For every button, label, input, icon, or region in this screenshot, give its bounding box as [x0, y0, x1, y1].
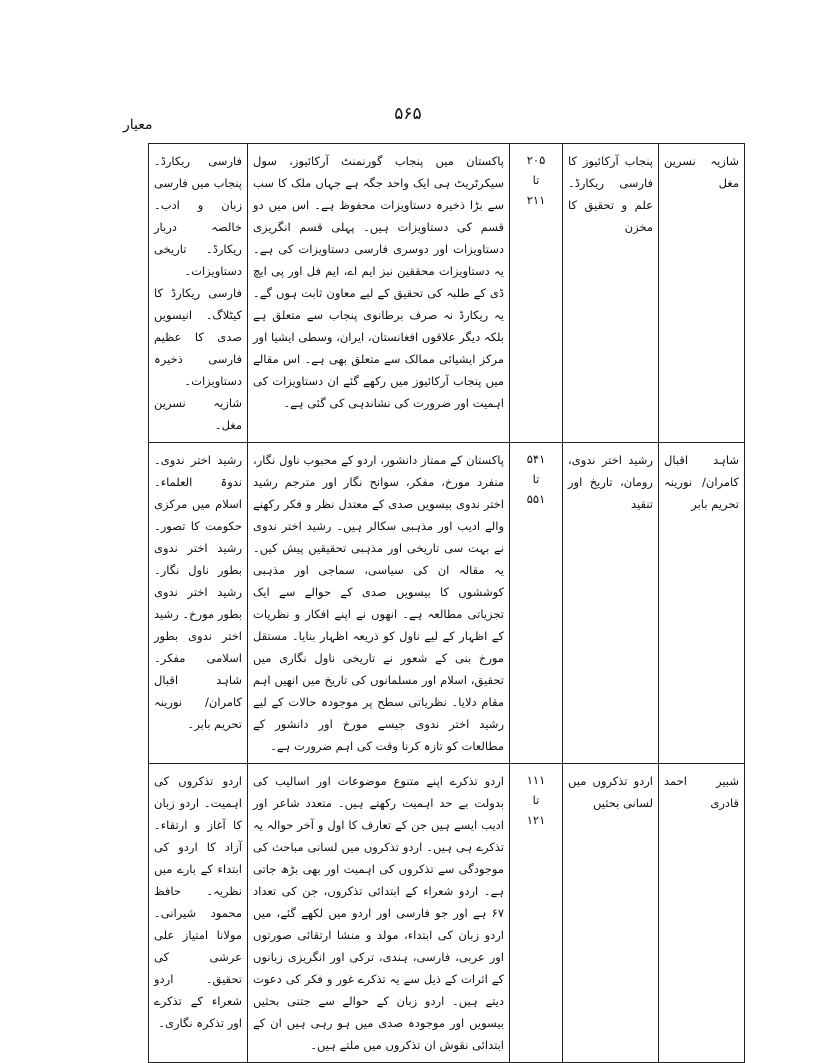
- page-from: ۲۰۵: [526, 153, 546, 167]
- pages-cell: [510, 764, 563, 1063]
- table-row: [149, 144, 745, 443]
- summary-cell: پاکستان کے ممتاز دانشور، اردو کے محبوب ناول نگار، منفرد مورخ، مفکر، سوانح نگار اور مترجم رشید اختر ندوی بیسویں صدی کے معتدل نظر و فکر رکھنے والے ادیب اور مذہبی سکالر ہیں۔ رشید اختر ندوی نے بہت سی تاریخی اور مذہبی تحقیقیں پیش کیں۔ یہ مقالہ ان کی سیاسی، سماجی اور مذہبی کوششوں کا بیسویں صدی کے حوالے سے ایک تجزیاتی مطالعہ ہے۔ انھوں نے اپنے افکار و نظریات کے اظہار کے لیے ناول کو ذریعہ اظہار بنایا۔ مستقل مورخ بنی کے شعور نے تاریخی ناول نگاری میں تحقیق، اسلام اور مسلمانوں کی تاریخ میں انھیں اہم مقام دلایا۔ نظریاتی سطح پر موجودہ حالات کے لیے رشید اختر ندوی جیسے مورخ اور دانشور کے مطالعات کو تازہ کرنا وقت کی اہم ضرورت ہے۔: [248, 443, 510, 764]
- journal-name: معیار: [123, 117, 153, 133]
- title-cell: پنجاب آرکائیوز کا فارسی ریکارڈ۔علم و تحقیق کا مخزن: [563, 144, 659, 443]
- page-separator: تا: [532, 793, 540, 807]
- keywords-cell: فارسی ریکارڈ۔ پنجاب میں فارسی زبان و ادب۔ خالصہ دربار ریکارڈ۔ تاریخی دستاویزات۔ فارسی ریکارڈ کا کیٹلاگ۔ انیسویں صدی کا عظیم فارسی ذخیرہ دستاویزات۔ شازیہ نسرین مغل۔: [149, 144, 248, 443]
- page-from: ۵۴۱: [526, 452, 546, 466]
- page-from: ۱۱۱: [526, 773, 546, 787]
- keywords-cell: رشید اختر ندوی۔ ندوۃ العلماء۔ اسلام میں مرکزی حکومت کا تصور۔ رشید اختر ندوی بطور ناول نگار۔ رشید اختر ندوی بطور مورخ۔ رشید اختر ندوی بطور اسلامی مفکر۔ شاہد اقبال کامران/ نورینہ تحریم بابر۔: [149, 443, 248, 764]
- table-row: [149, 764, 745, 1063]
- author-cell: شبیر احمد قادری: [659, 764, 745, 1063]
- author-cell: شازیہ نسرین مغل: [659, 144, 745, 443]
- page-number: ۵۶۵: [394, 104, 422, 124]
- pages-cell: [510, 144, 563, 443]
- page-separator: تا: [532, 472, 540, 486]
- summary-cell: اردو تذکرے اپنے متنوع موضوعات اور اسالیب کی بدولت بے حد اہمیت رکھتے ہیں۔ متعدد شاعر اور ادیب ایسے ہیں جن کے تعارف کا اول و آخر حوالہ یہ تذکرے ہی ہیں۔ اردو تذکروں میں لسانی مباحث کی موجودگی سے تذکروں کی اہمیت اور بھی بڑھ جاتی ہے۔ اردو شعراء کے ابتدائی تذکروں، جن کی تعداد ۶۷ ہے اور جو فارسی اور اردو میں لکھے گئے، میں اردو زبان کی ابتداء، مولد و منشا ارتقائی صورتوں اور عربی، فارسی، ہندی، ترکی اور انگریزی زبانوں کے اثرات کے ذیل سے یہ تذکرے غور و فکر کی دعوت دیتے ہیں۔ اردو زبان کے حوالے سے جتنی بحثیں بیسویں اور موجودہ صدی میں ہو رہی ہیں ان کے ابتدائی نقوش ان تذکروں میں ملتے ہیں۔: [248, 764, 510, 1063]
- index-table: [148, 143, 745, 1063]
- author-cell: شاہد اقبال کامران/ نورینہ تحریم بابر: [659, 443, 745, 764]
- summary-cell: پاکستان میں پنجاب گورنمنٹ آرکائیوز، سول سیکرٹریٹ ہی ایک واحد جگہ ہے جہاں ملک کا سب سے بڑا ذخیرہ دستاویزات محفوظ ہے۔ اس میں دو قسم کی دستاویزات ہیں۔ پہلی قسم انگریزی دستاویزات اور دوسری فارسی دستاویزات کی ہے۔ یہ دستاویزات محققین نیز ایم اے، ایم فل اور پی ایچ ڈی کے طلبہ کی تحقیق کے لیے معاون ثابت ہوں گے۔ یہ ریکارڈ نہ صرف برطانوی پنجاب سے متعلق ہے بلکہ دیگر علاقوں افغانستان، ایران، وسطی ایشیا اور مرکز ایشیائی ممالک سے متعلق بھی ہے۔ اس مقالے میں پنجاب آرکائیوز میں رکھے گئے ان دستاویزات کی اہمیت اور ضرورت کی نشاندہی کی گئی ہے۔: [248, 144, 510, 443]
- title-cell: رشید اختر ندوی، رومان، تاریخ اور تنقید: [563, 443, 659, 764]
- table-row: [149, 443, 745, 764]
- title-cell: اردو تذکروں میں لسانی بحثیں: [563, 764, 659, 1063]
- page-to: ۵۵۱: [526, 492, 546, 506]
- pages-cell: [510, 443, 563, 764]
- page-separator: تا: [532, 173, 540, 187]
- keywords-cell: اردو تذکروں کی اہمیت۔ اردو زبان کا آغاز و ارتقاء۔ آزاد کا اردو کی ابتداء کے بارے میں نظریہ۔ حافظ محمود شیرانی۔ مولانا امتیاز علی عرشی کی تحقیق۔ اردو شعراء کے تذکرے اور تذکرہ نگاری۔: [149, 764, 248, 1063]
- page-to: ۱۲۱: [526, 813, 546, 827]
- page-to: ۲۱۱: [526, 193, 546, 207]
